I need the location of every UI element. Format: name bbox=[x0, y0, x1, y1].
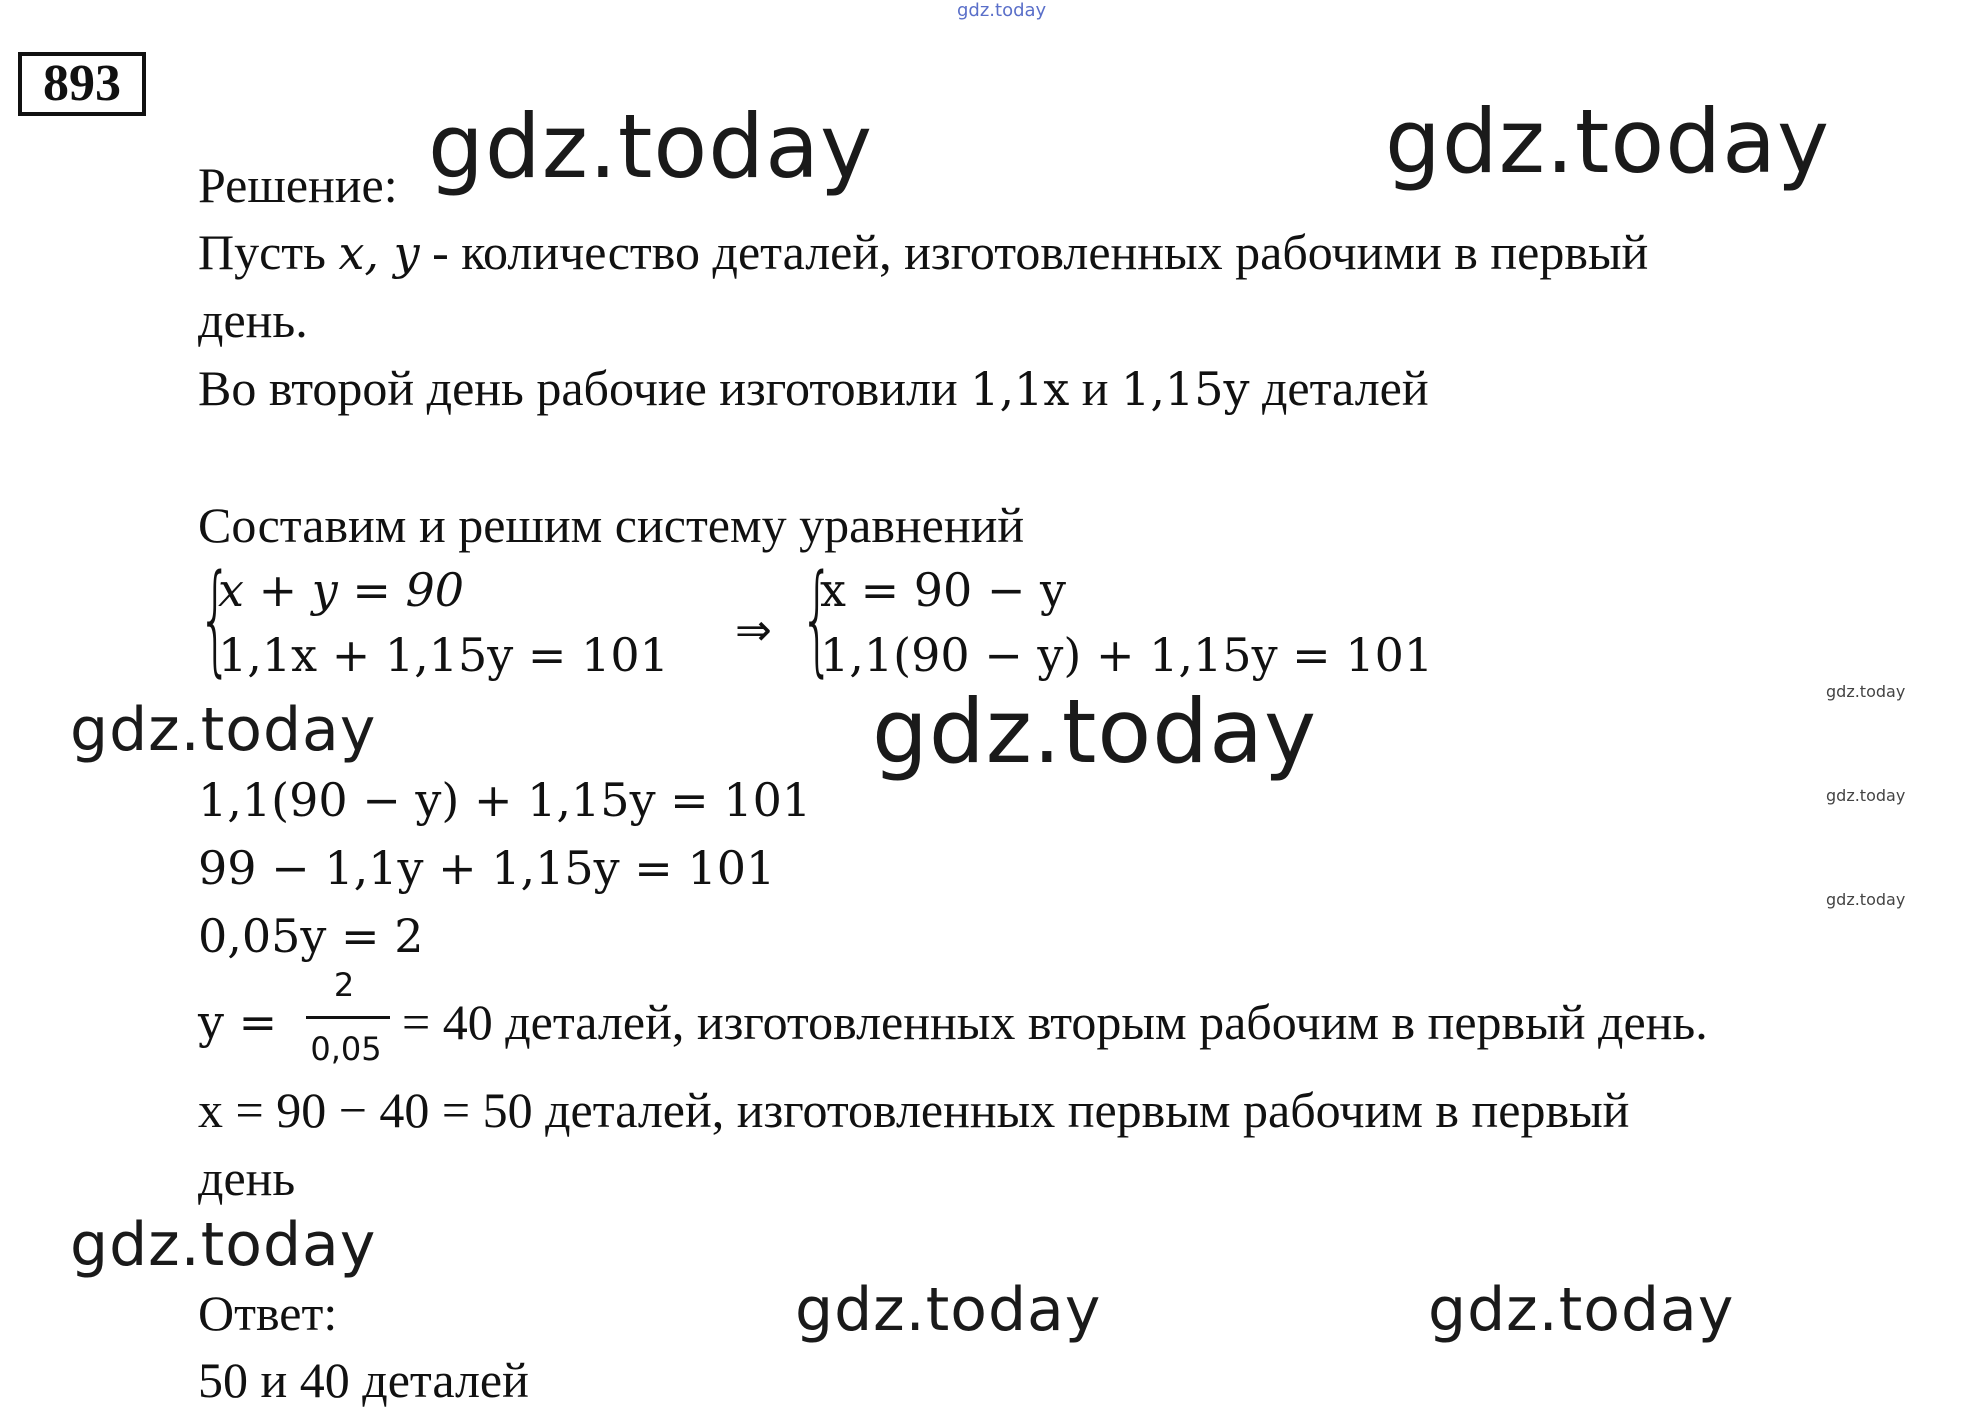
step-4-denominator: 0,05 bbox=[310, 1030, 382, 1068]
step-4-lhs: y = bbox=[198, 995, 278, 1049]
system-1-brace: { bbox=[198, 550, 233, 689]
watermark-2: gdz.today bbox=[1385, 90, 1831, 193]
watermark-small-1: gdz.today bbox=[1826, 682, 1906, 701]
day2-pre-text: Во второй день рабочие изготовили bbox=[198, 360, 971, 416]
step-1: 1,1(90 − y) + 1,15y = 101 bbox=[198, 773, 812, 827]
day2-line bbox=[198, 358, 1429, 419]
system-2-row-2: 1,1(90 − y) + 1,15y = 101 bbox=[820, 628, 1434, 682]
intro-pre-text: Пусть bbox=[198, 224, 339, 280]
system-2-row-1: x = 90 − y bbox=[820, 563, 1067, 617]
solution-heading: Решение: bbox=[198, 157, 398, 213]
system-2-brace: { bbox=[800, 550, 835, 689]
answer-value: 50 и 40 деталей bbox=[198, 1352, 529, 1408]
system-1-row-1: x + y = 90 bbox=[218, 563, 465, 617]
implies-arrow: ⇒ bbox=[735, 605, 772, 656]
system-2 bbox=[800, 550, 1500, 690]
step-2: 99 − 1,1y + 1,15y = 101 bbox=[198, 841, 776, 895]
watermark-7: gdz.today bbox=[1428, 1275, 1735, 1345]
day2-y-expr: 1,15y bbox=[1121, 362, 1250, 416]
intro-post-text: - количество деталей, изготовленных рабочими в первый bbox=[419, 224, 1649, 280]
watermark-6: gdz.today bbox=[795, 1275, 1102, 1345]
top-watermark: gdz.today bbox=[957, 0, 1047, 21]
system-1-row-2: 1,1x + 1,15y = 101 bbox=[218, 628, 669, 682]
step-4-numerator: 2 bbox=[333, 966, 355, 1004]
watermark-5: gdz.today bbox=[70, 1210, 377, 1280]
answer-label: Ответ: bbox=[198, 1285, 338, 1341]
watermark-4: gdz.today bbox=[872, 680, 1318, 783]
watermark-3: gdz.today bbox=[70, 695, 377, 765]
intro-line-1 bbox=[198, 222, 1648, 283]
step-3: 0,05y = 2 bbox=[198, 909, 424, 963]
intro-line-2: день. bbox=[198, 292, 308, 348]
watermark-small-2: gdz.today bbox=[1826, 786, 1906, 805]
intro-variables: x, y bbox=[338, 226, 420, 280]
system-1 bbox=[198, 550, 758, 690]
day2-x-expr: 1,1x bbox=[970, 362, 1070, 416]
step-5-continued: день bbox=[198, 1150, 296, 1206]
step-5: x = 90 − 40 = 50 деталей, изготовленных первым рабочим в первый bbox=[198, 1082, 1630, 1138]
step-4-rhs: = 40 деталей, изготовленных вторым рабочим в первый день. bbox=[402, 994, 1708, 1050]
problem-number: 893 bbox=[18, 52, 146, 116]
system-intro: Составим и решим систему уравнений bbox=[198, 497, 1025, 553]
watermark-small-3: gdz.today bbox=[1826, 890, 1906, 909]
watermark-1: gdz.today bbox=[428, 95, 874, 198]
day2-post-text: деталей bbox=[1249, 360, 1429, 416]
step-4-fraction-bar bbox=[306, 1016, 390, 1019]
day2-mid-text: и bbox=[1069, 360, 1122, 416]
